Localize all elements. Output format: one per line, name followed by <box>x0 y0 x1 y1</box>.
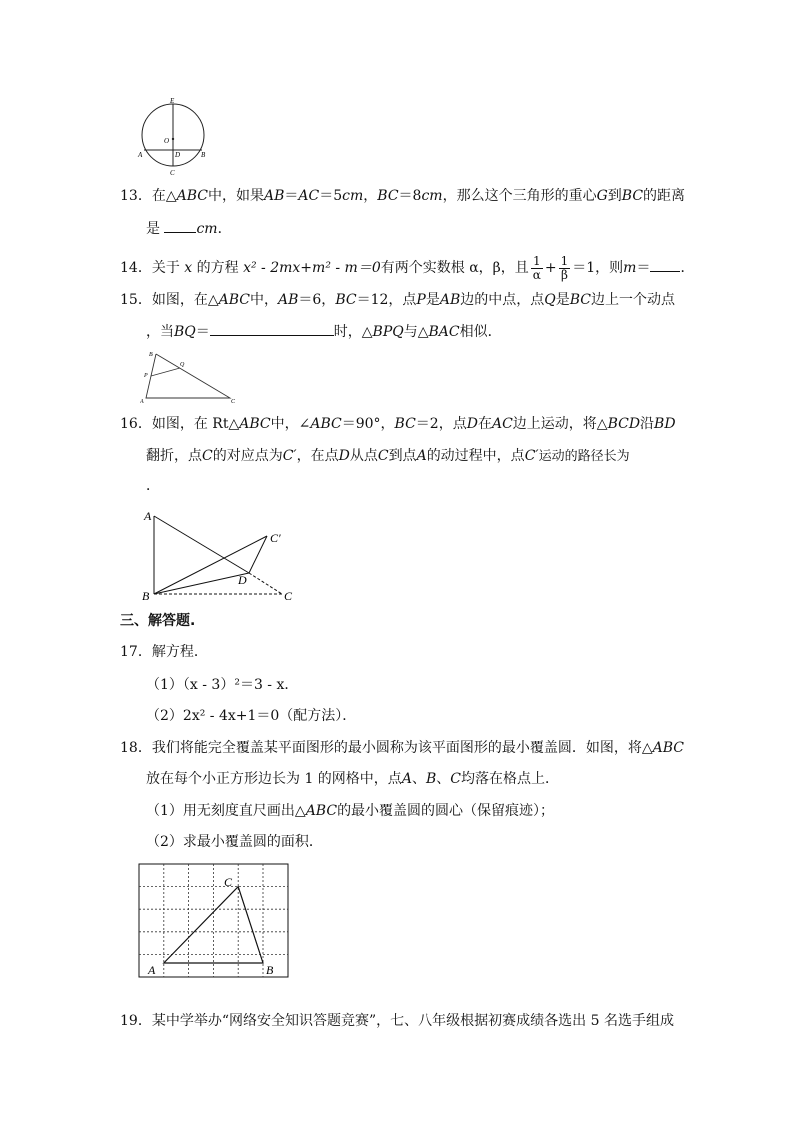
section-3-heading: 三、解答题. <box>120 613 196 629</box>
q16-number: 16． <box>120 416 152 432</box>
q16-var: AC <box>491 416 513 432</box>
q14-var: m <box>623 260 637 276</box>
q18-var: A <box>401 771 412 787</box>
q16-var: ABC <box>239 416 271 432</box>
q13-text: 是 <box>146 221 160 237</box>
q13-var: cm <box>342 188 364 204</box>
q16-var: C <box>377 448 389 464</box>
q16-text: 的动过程中，点 <box>426 448 525 464</box>
q15-text: ＝6， <box>298 292 336 308</box>
q13-var: cm <box>421 188 443 204</box>
q15-text: 与△ <box>403 324 429 340</box>
q13-text: ，那么这个三角形的重心 <box>442 188 597 204</box>
label-d: D <box>175 151 181 159</box>
question-13-line1 <box>120 186 685 206</box>
q15-text: 是 <box>555 292 570 308</box>
label-c: C <box>284 589 293 603</box>
q18-part2: （2）求最小覆盖圆的面积． <box>146 834 323 850</box>
fraction-1-beta <box>559 255 571 282</box>
label-b: B <box>149 352 153 358</box>
label-a: A <box>140 399 144 404</box>
question-17 <box>120 642 208 662</box>
q15-text: 边的中点，点 <box>460 292 545 308</box>
q16-text: ＝2，点 <box>415 416 467 432</box>
q18-var: B <box>425 771 437 787</box>
q16-text: ＝90°， <box>341 416 395 432</box>
q18-text: 放在每个小正方形边长为 1 的网格中，点 <box>146 771 402 787</box>
question-16-line2 <box>146 446 630 467</box>
q15-var: Q <box>544 292 556 308</box>
q13-text: ， <box>363 188 378 204</box>
q15-text: 如图，在△ <box>151 292 219 308</box>
segment-dc-dashed <box>249 573 282 594</box>
q14-text: 关于 <box>151 260 180 276</box>
segment-ad <box>154 516 249 573</box>
q13-text: ＝5 <box>319 188 343 204</box>
numerator: 1 <box>560 253 569 268</box>
q16-var: BCD <box>607 416 641 432</box>
q16-var: D <box>466 416 478 432</box>
segment-bd <box>154 573 249 594</box>
q13-answer-blank[interactable] <box>164 218 196 233</box>
q15-text: 边上一个动点 <box>590 292 675 308</box>
q16-var: ABC <box>310 416 342 432</box>
q15-text: ，当 <box>146 324 174 340</box>
fraction-1-alpha <box>531 255 543 282</box>
label-d: D <box>238 573 247 587</box>
q14-text: 的方程 <box>196 260 239 276</box>
q13-text: ． <box>217 221 232 237</box>
label-c: C <box>231 399 236 404</box>
q16-text: 如图，在 Rt△ <box>151 416 240 432</box>
q15-var: AB <box>439 292 461 308</box>
label-a: A <box>138 151 143 159</box>
label-q: Q <box>180 362 185 368</box>
q18-number: 18． <box>120 740 152 756</box>
q15-var: P <box>416 292 426 308</box>
q14-answer-blank[interactable] <box>650 257 680 272</box>
q18-text: 我们将能完全覆盖某平面图形的最小圆称为该平面图形的最小覆盖圆．如图，将△ <box>151 740 653 756</box>
q17-number: 17． <box>120 644 152 660</box>
q13-number: 13． <box>120 188 152 204</box>
question-15-line2 <box>146 321 502 342</box>
q16-text: 沿 <box>640 416 655 432</box>
q15-var: ABC <box>218 292 250 308</box>
q16-var: C′ <box>524 448 539 464</box>
label-p: P <box>144 373 148 379</box>
q14-text: 有两个实数根 α，β，且 <box>380 260 529 276</box>
q15-text: 相似． <box>459 324 502 340</box>
q13-text: 在△ <box>151 188 177 204</box>
q15-var: AB <box>277 292 299 308</box>
grid-lines <box>139 864 288 977</box>
q15-text: 是 <box>425 292 440 308</box>
grid-figure-q18 <box>136 862 292 984</box>
q17-text: 解方程． <box>151 644 208 660</box>
q16-text: 边上运动，将△ <box>512 416 608 432</box>
label-a: A <box>148 963 156 977</box>
question-16-line3 <box>146 476 160 496</box>
label-o: O <box>164 137 170 145</box>
q16-var: A <box>416 448 427 464</box>
q15-var: BPQ <box>372 324 404 340</box>
question-16-line1 <box>120 414 676 434</box>
q15-var: BAC <box>428 324 460 340</box>
center-point <box>172 138 174 140</box>
question-13-line2 <box>146 218 232 239</box>
q15-text: 中， <box>249 292 278 308</box>
label-e: E <box>170 97 175 105</box>
denominator: β <box>560 267 568 282</box>
q13-text: 到 <box>607 188 622 204</box>
segment-bc-prime <box>154 536 267 594</box>
q17-part2: （2）2x² - 4x+1＝0（配方法）． <box>146 708 357 724</box>
label-b: B <box>201 151 206 159</box>
q16-text: 从点 <box>349 448 378 464</box>
q18-text: 、 <box>411 771 426 787</box>
q18-part1 <box>146 801 554 821</box>
q14-var: x <box>184 260 193 276</box>
q18-var: ABC <box>652 740 684 756</box>
q13-var: ABC <box>176 188 208 204</box>
q13-text: ＝ <box>284 188 299 204</box>
question-18-line1 <box>120 738 684 758</box>
triangle-figure-q15 <box>140 346 240 404</box>
q16-text: 运动的路径长为 <box>538 449 630 464</box>
q16-var: BC <box>394 416 416 432</box>
triangle-abc <box>146 354 230 398</box>
q17-part1: （1）（x - 3）²＝3 - x． <box>146 677 299 693</box>
q15-var: BQ <box>174 324 196 340</box>
q14-text: ． <box>680 260 695 276</box>
q15-text: ＝ <box>195 324 210 340</box>
label-b: B <box>266 963 274 977</box>
label-c: C <box>170 169 175 177</box>
q16-text: 到点 <box>388 448 417 464</box>
q16-var: D <box>338 448 350 464</box>
q18-var: ABC <box>305 803 338 819</box>
q15-text: ＝12，点 <box>356 292 417 308</box>
numerator: 1 <box>531 255 543 269</box>
denominator: α <box>532 267 541 282</box>
q18-text: 的最小覆盖圆的圆心（保留痕迹）； <box>337 803 555 819</box>
q13-var: G <box>596 188 608 204</box>
q16-var: BD <box>654 416 676 432</box>
question-14 <box>120 252 694 284</box>
q16-text: ． <box>146 478 160 494</box>
segment-pq <box>151 368 180 376</box>
q18-var: C <box>450 771 461 787</box>
q16-text: 中，∠ <box>270 416 311 432</box>
q15-text: 时，△ <box>333 324 373 340</box>
question-19 <box>120 1011 674 1031</box>
q13-var: AB <box>263 188 285 204</box>
q16-text: 的对应点为 <box>212 448 283 464</box>
question-18-line2 <box>146 769 559 789</box>
fold-figure-q16 <box>136 506 306 604</box>
q15-answer-blank[interactable] <box>210 321 334 336</box>
question-15-line1 <box>120 290 675 310</box>
q14-text: ＝ <box>636 260 651 276</box>
q16-text: 翻折，点 <box>146 448 202 464</box>
label-a: A <box>144 509 152 523</box>
q16-text: ，在点 <box>296 448 339 464</box>
q14-equation: x² - 2mx+m² - m＝0 <box>243 260 381 276</box>
label-b: B <box>142 589 150 603</box>
q13-var: BC <box>377 188 399 204</box>
q14-text: + <box>544 260 557 276</box>
q16-text: 在 <box>477 416 492 432</box>
segment-c-prime-d <box>249 536 267 573</box>
label-c-prime: C′ <box>270 531 281 545</box>
q13-text: 的距离 <box>643 188 686 204</box>
q13-text: 中，如果 <box>207 188 264 204</box>
q19-text: 某中学举办“网络安全知识答题竞赛”，七、八年级根据初赛成绩各选出 5 名选手组成 <box>151 1013 674 1029</box>
q14-number: 14． <box>120 260 152 276</box>
q13-text: ＝8 <box>398 188 422 204</box>
circle-figure <box>132 94 214 178</box>
q13-var: BC <box>621 188 644 204</box>
q18-text: 、 <box>436 771 451 787</box>
q13-unit: cm <box>196 221 218 237</box>
q18-text: （1）用无刻度直尺画出△ <box>146 803 306 819</box>
label-c: C <box>224 875 233 889</box>
q14-text: ＝1，则 <box>572 260 624 276</box>
q18-text: 均落在格点上． <box>460 771 559 787</box>
q15-var: BC <box>569 292 591 308</box>
q15-var: BC <box>335 292 357 308</box>
q13-var: AC <box>298 188 320 204</box>
q16-var: C′ <box>282 448 297 464</box>
q15-number: 15． <box>120 292 152 308</box>
q16-var: C <box>202 448 213 464</box>
q19-number: 19． <box>120 1013 152 1029</box>
